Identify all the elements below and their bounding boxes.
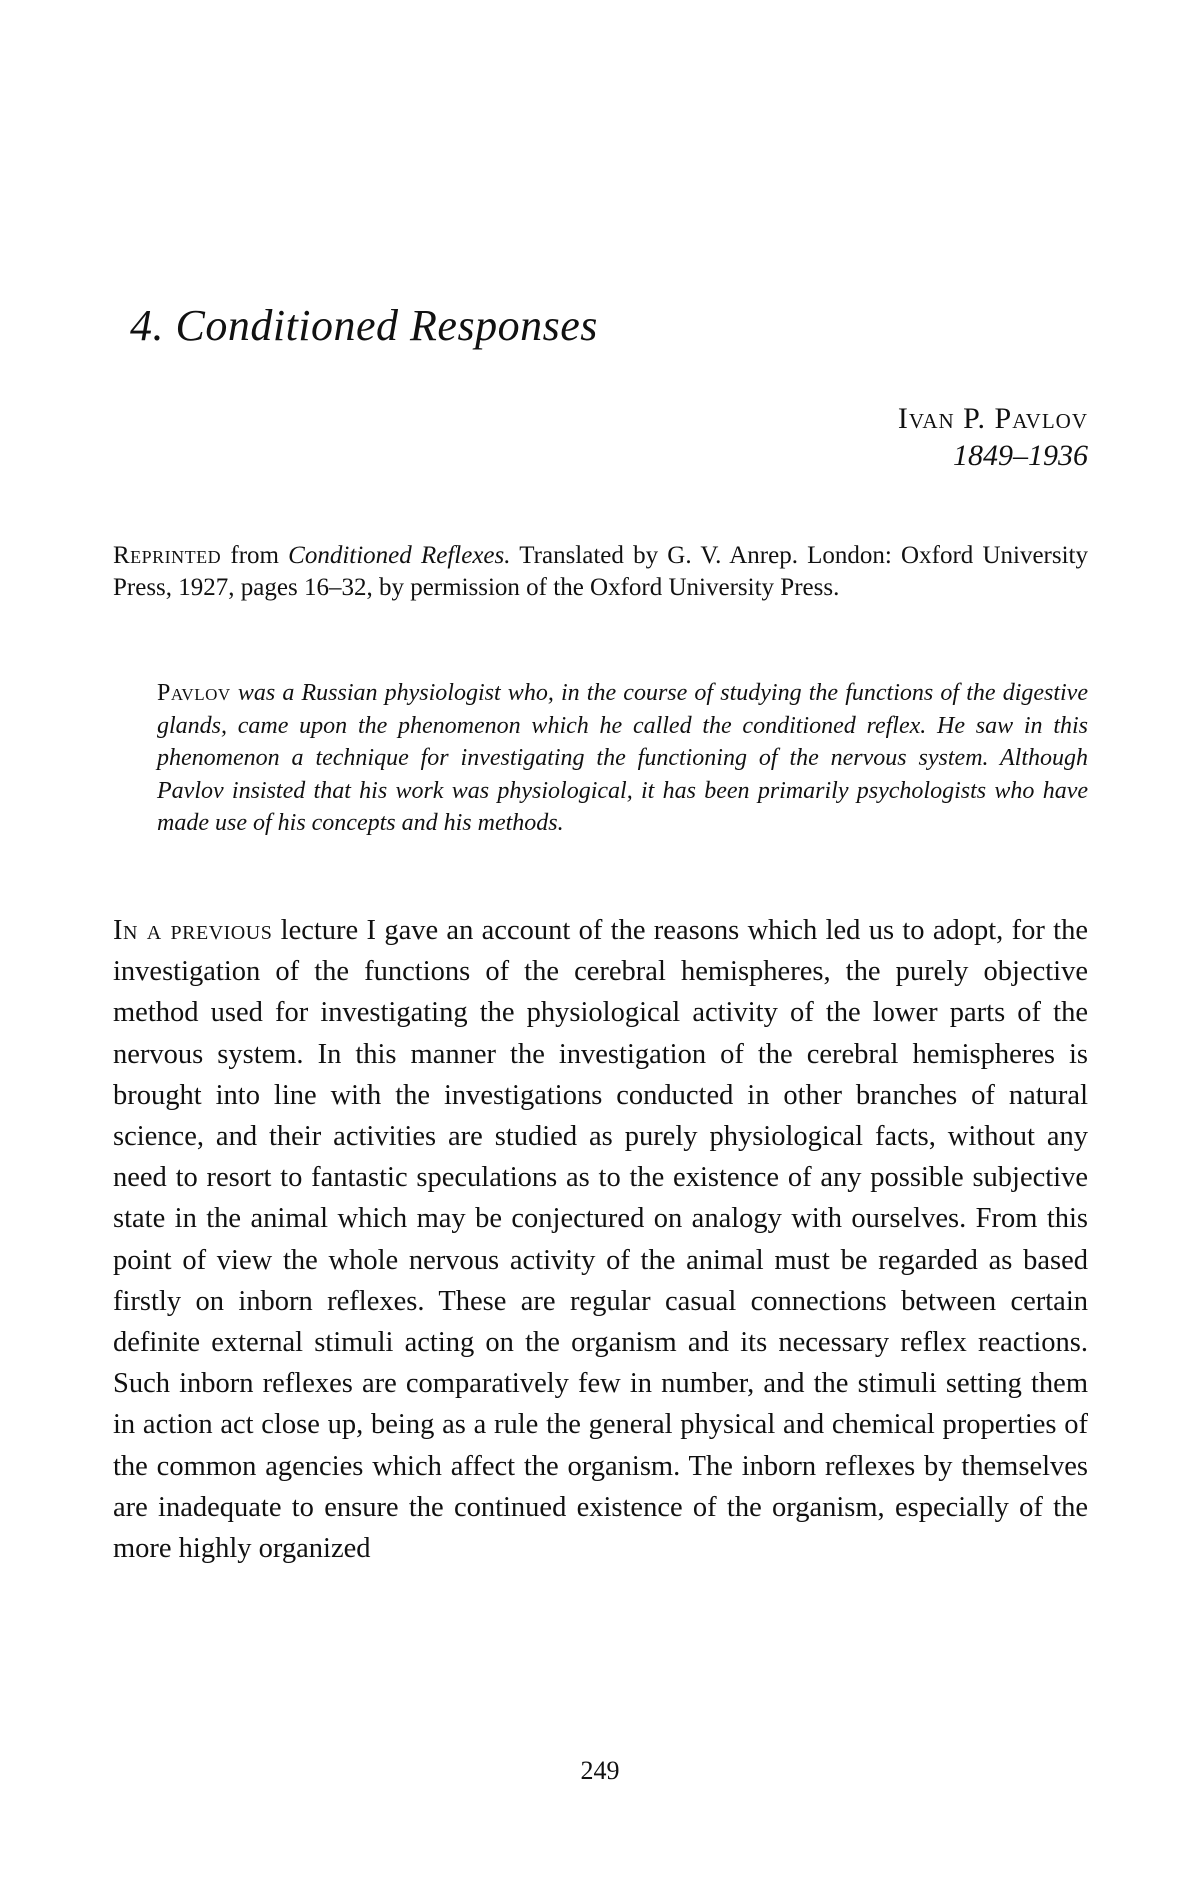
body-text: lecture I gave an account of the reasons which led us to adopt, for the investigation of the functions of the cerebral hemispheres, the purely objective method used for investigating the physiological activity of the lower parts of the nervous system. In this manner the investigation of the cerebral hemispheres is brought into line with the investigations conducted in other branches of natural science, and their activities are studied as purely physiological facts, without any need to resort to fantastic speculations as to the existence of any possible subjective state in the animal which may be conjectured on analogy with ourselves. From this point of view the whole nervous activity of the animal must be regarded as based firstly on inborn reflexes. These are regular casual connections between certain definite external stimuli acting on the organism and its necessary reflex reactions. Such inborn reflexes are comparatively few in number, and the stimuli setting them in action act close up, being as a rule the general physical and chemical properties of the common agencies which affect the organism. The inborn reflexes by themselves are inadequate to ensure the continued existence of the organism, especially of the more highly organized	[113, 915, 1089, 1565]
intro-lead: Pavlov	[157, 680, 231, 706]
page-number: 249	[580, 1756, 620, 1785]
body-paragraph	[113, 910, 1088, 1569]
chapter-title: 4. Conditioned Responses	[130, 301, 598, 350]
source-note-text-2: Translated by G. V. Anrep. London: Oxford University Press, 1927, pages 16–32, by permission of the Oxford University Press.	[113, 542, 1089, 601]
source-note	[113, 540, 1088, 604]
intro-text: was a Russian physiologist who, in the course of studying the functions of the digestive glands, came upon the phenomenon which he called the conditioned reflex. He saw in this phenomenon a technique for investigating the functioning of the nervous system. Although Pavlov insisted that his work was physiological, it has been primarily psychologists who have made use of his concepts and his methods.	[157, 680, 1088, 836]
source-note-lead: Reprinted	[113, 542, 222, 569]
author-dates: 1849–1936	[953, 439, 1088, 472]
source-book-title: Conditioned Reflexes.	[288, 542, 511, 569]
author-name: Ivan P. Pavlov	[897, 402, 1088, 435]
author-block	[898, 400, 1088, 474]
editorial-intro	[157, 677, 1088, 840]
body-lead: In a previous	[113, 915, 273, 946]
source-note-text-1: from	[221, 542, 289, 569]
